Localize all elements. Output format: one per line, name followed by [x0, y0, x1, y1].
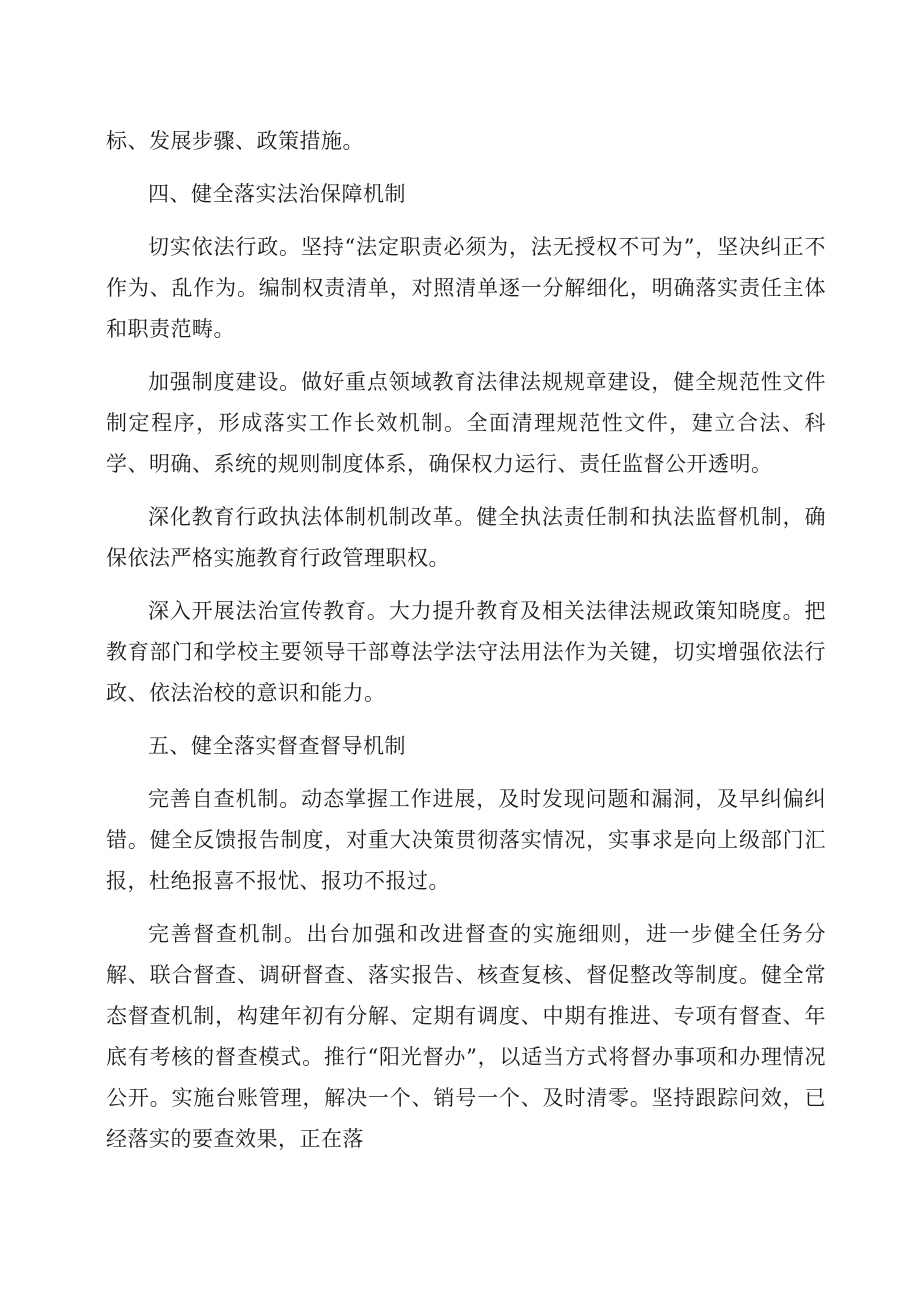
- paragraph-self-inspection: 完善自查机制。动态掌握工作进展，及时发现问题和漏洞，及早纠偏纠错。健全反馈报告制度，对重大决策贯彻落实情况，实事求是向上级部门汇报，杜绝报喜不报忧、报功不报过。: [106, 787, 826, 893]
- document-body: [106, 121, 826, 1172]
- section-heading-five: 五、健全落实督查督导机制: [148, 734, 406, 758]
- paragraph-system-building: 加强制度建设。做好重点领域教育法律法规规章建设，健全规范性文件制定程序，形成落实工作长效机制。全面清理规范性文件，建立合法、科学、明确、系统的规则制度体系，确保权力运行、责任监督公开透明。: [106, 370, 826, 476]
- paragraph-law-administration: 切实依法行政。坚持“法定职责必须为，法无授权不可为”，坚决纠正不作为、乱作为。编制权责清单，对照清单逐一分解细化，明确落实责任主体和职责范畴。: [106, 235, 826, 341]
- paragraph-enforcement-reform: 深化教育行政执法体制机制改革。健全执法责任制和执法监督机制，确保依法严格实施教育行政管理职权。: [106, 505, 826, 570]
- paragraph-continuation: 标、发展步骤、政策措施。: [106, 129, 364, 153]
- section-heading-four: 四、健全落实法治保障机制: [148, 182, 406, 206]
- paragraph-supervision: 完善督查机制。出台加强和改进督查的实施细则，进一步健全任务分解、联合督查、调研督查、落实报告、核查复核、督促整改等制度。健全常态督查机制，构建年初有分解、定期有调度、中期有推进、专项有督查、年底有考核的督查模式。推行“阳光督办”，以适当方式将督办事项和办理情况公开。实施台账管理，解决一个、销号一个、及时清零。坚持跟踪问效，已经落实的要查效果，正在落: [106, 922, 826, 1151]
- paragraph-legal-education: 深入开展法治宣传教育。大力提升教育及相关法律法规政策知晓度。把教育部门和学校主要领导干部尊法学法守法用法作为关键，切实增强依法行政、依法治校的意识和能力。: [106, 599, 826, 705]
